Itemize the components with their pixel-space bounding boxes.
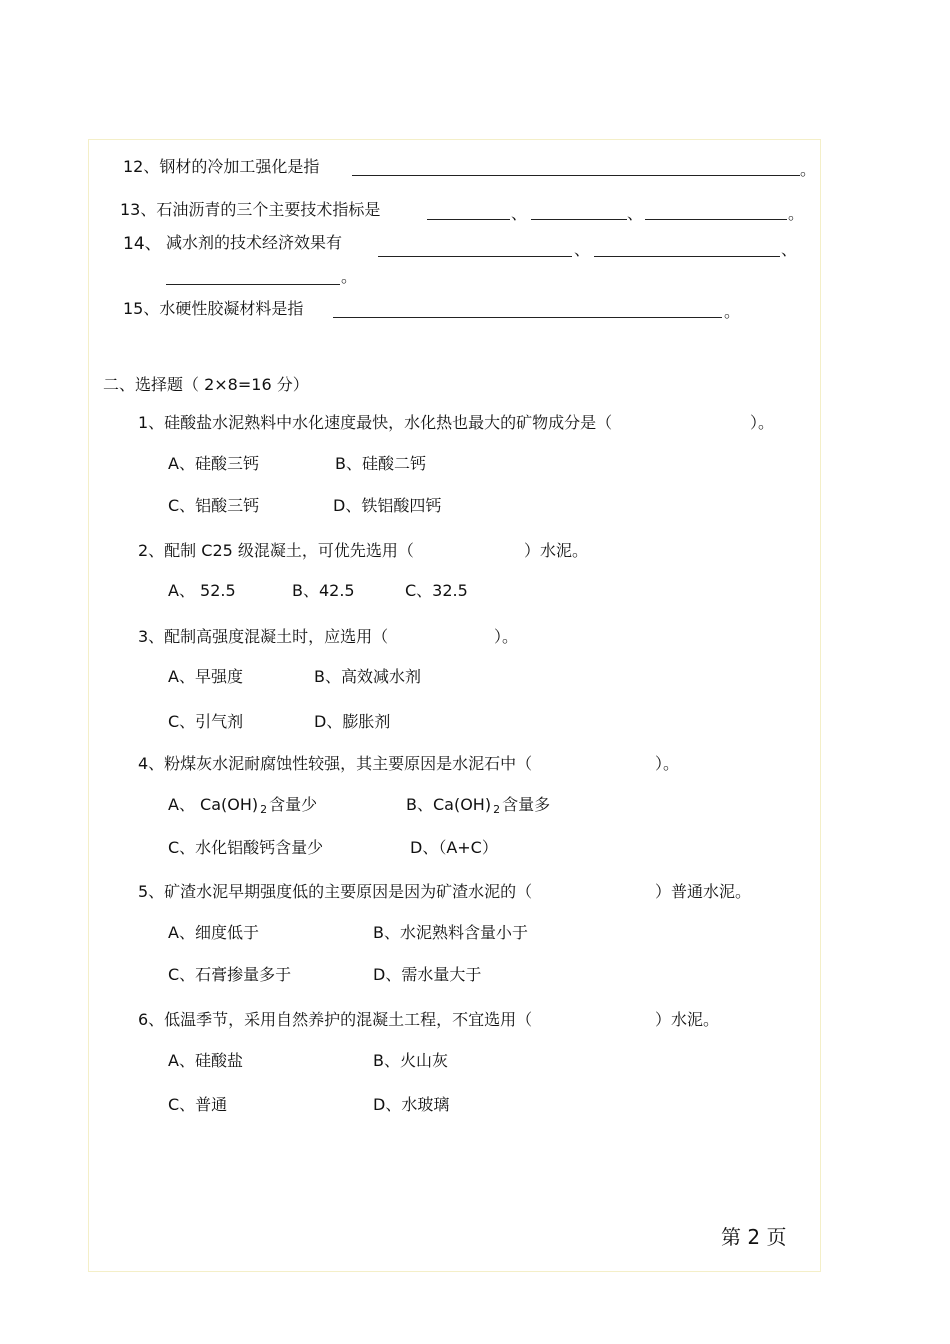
mc-q4-stem: 4、粉煤灰水泥耐腐蚀性较强，其主要原因是水泥石中（ bbox=[138, 754, 533, 773]
q12-end: 。 bbox=[800, 160, 817, 179]
mc-q1-close: ）。 bbox=[750, 413, 775, 432]
mc-q2-stem: 2、配制 C25 级混凝土，可优先选用（ bbox=[138, 541, 414, 560]
q14-sep1: 、 bbox=[574, 240, 591, 259]
mc-q1-option-d: D、铁铝酸四钙 bbox=[333, 496, 442, 515]
q13-sep1: 、 bbox=[511, 204, 528, 223]
q15-end: 。 bbox=[724, 302, 741, 321]
mc-q1-option-a: A、硅酸三钙 bbox=[168, 454, 259, 473]
mc-q5-stem: 5、矿渣水泥早期强度低的主要原因是因为矿渣水泥的（ bbox=[138, 882, 533, 901]
mc-q3-option-b: B、高效减水剂 bbox=[314, 667, 421, 686]
mc-q6-stem: 6、低温季节，采用自然养护的混凝土工程，不宜选用（ bbox=[138, 1010, 533, 1029]
q13-text: 13、石油沥青的三个主要技术指标是 bbox=[120, 200, 381, 219]
mc-q6-option-d: D、水玻璃 bbox=[373, 1095, 450, 1114]
mc-q5-option-d: D、需水量大于 bbox=[373, 965, 482, 984]
mc-q3-option-d: D、膨胀剂 bbox=[314, 712, 391, 731]
q14-number: 14、 bbox=[123, 234, 162, 254]
mc-q4-option-c: C、水化铝酸钙含量少 bbox=[168, 838, 324, 857]
page-number: 第 2 页 bbox=[721, 1225, 787, 1249]
q14-text: 减水剂的技术经济效果有 bbox=[166, 233, 343, 252]
mc-q3-option-c: C、引气剂 bbox=[168, 712, 244, 731]
mc-q3-stem: 3、配制高强度混凝土时，应选用（ bbox=[138, 627, 389, 646]
mc-q6-close: ）水泥。 bbox=[655, 1010, 720, 1029]
mc-q5-option-a: A、细度低于 bbox=[168, 923, 259, 942]
q14-blank-3 bbox=[166, 284, 340, 285]
mc-q4-option-b: B、Ca(OH) 2 含量多 bbox=[406, 795, 551, 816]
q13-end: 。 bbox=[788, 204, 805, 223]
q13-sep2: 、 bbox=[627, 204, 644, 223]
q15-text: 15、水硬性胶凝材料是指 bbox=[123, 299, 304, 318]
q12-text: 12、钢材的冷加工强化是指 bbox=[123, 157, 320, 176]
mc-q2-option-c: C、32.5 bbox=[405, 581, 468, 600]
mc-q4-option-a: A、 Ca(OH) 2 含量少 bbox=[168, 795, 318, 816]
q14-sep2: 、 bbox=[781, 240, 798, 259]
q14-blank-2 bbox=[594, 256, 780, 257]
mc-q6-option-a: A、硅酸盐 bbox=[168, 1051, 243, 1070]
mc-q2-option-a: A、 52.5 bbox=[168, 581, 236, 600]
q13-blank-2 bbox=[531, 219, 627, 220]
mc-q4-option-d: D、（A+C） bbox=[410, 838, 498, 857]
q13-blank-3 bbox=[645, 219, 787, 220]
mc-q4-close: ）。 bbox=[655, 754, 680, 773]
section2-heading: 二、选择题（ 2×8=16 分） bbox=[103, 375, 309, 394]
mc-q6-option-c: C、普通 bbox=[168, 1095, 228, 1114]
mc-q2-option-b: B、42.5 bbox=[292, 581, 355, 600]
mc-q3-option-a: A、早强度 bbox=[168, 667, 243, 686]
q14-blank-1 bbox=[378, 256, 572, 257]
mc-q5-close: ）普通水泥。 bbox=[655, 882, 752, 901]
q14-end: 。 bbox=[341, 267, 358, 286]
mc-q5-option-c: C、石膏掺量多于 bbox=[168, 965, 292, 984]
mc-q1-option-c: C、铝酸三钙 bbox=[168, 496, 260, 515]
mc-q2-close: ）水泥。 bbox=[524, 541, 589, 560]
mc-q1-option-b: B、硅酸二钙 bbox=[335, 454, 426, 473]
mc-q3-close: ）。 bbox=[494, 627, 519, 646]
mc-q1-stem: 1、硅酸盐水泥熟料中水化速度最快，水化热也最大的矿物成分是（ bbox=[138, 413, 613, 432]
q15-blank bbox=[333, 317, 722, 318]
q13-blank-1 bbox=[427, 219, 510, 220]
mc-q5-option-b: B、水泥熟料含量小于 bbox=[373, 923, 528, 942]
mc-q6-option-b: B、火山灰 bbox=[373, 1051, 448, 1070]
q12-blank bbox=[352, 175, 800, 176]
